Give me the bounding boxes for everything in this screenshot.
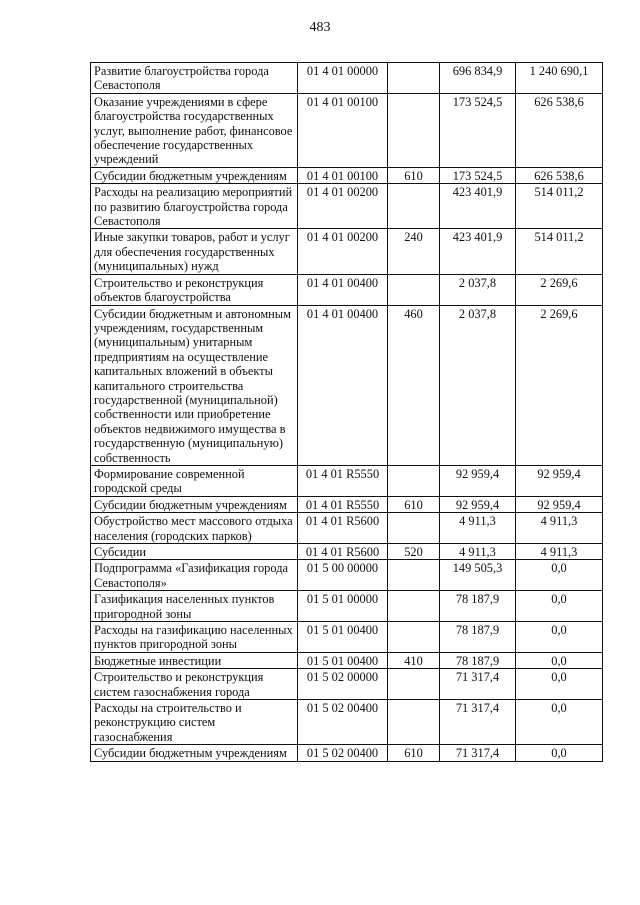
row-value-1: 696 834,9 (440, 63, 516, 94)
row-name: Расходы на газификацию населенных пунктов пригородной зоны (91, 622, 298, 653)
table-row (91, 93, 603, 167)
table-row (91, 700, 603, 745)
row-code: 01 4 01 00200 (298, 184, 388, 229)
row-type: 240 (388, 229, 440, 274)
row-name: Оказание учреждениями в сфере благоустройства государственных услуг, выполнение работ, финансовое обеспечение государственных учреждений (91, 93, 298, 167)
row-code: 01 5 02 00000 (298, 669, 388, 700)
row-value-2: 0,0 (516, 700, 603, 745)
row-code: 01 4 01 R5550 (298, 496, 388, 512)
row-value-2: 0,0 (516, 745, 603, 761)
row-value-1: 173 524,5 (440, 93, 516, 167)
page-number: 483 (309, 20, 331, 35)
row-value-2: 0,0 (516, 652, 603, 668)
row-value-2: 0,0 (516, 669, 603, 700)
row-type (388, 63, 440, 94)
row-value-1: 92 959,4 (440, 465, 516, 496)
row-code: 01 4 01 00000 (298, 63, 388, 94)
budget-table-body (91, 63, 603, 762)
row-name: Иные закупки товаров, работ и услуг для обеспечения государственных (муниципальных) нужд (91, 229, 298, 274)
row-value-1: 71 317,4 (440, 669, 516, 700)
row-name: Субсидии бюджетным и автономным учреждениям, государственным (муниципальным) унитарным предприятиям на осуществление капитальных вложений в объекты капитального строительства государственной (муниципальной) собственности или приобретение объектов недвижимого имущества в государственную (муниципальную) собственность (91, 305, 298, 465)
row-code: 01 5 01 00000 (298, 591, 388, 622)
row-value-2: 0,0 (516, 591, 603, 622)
table-row (91, 184, 603, 229)
row-value-1: 78 187,9 (440, 591, 516, 622)
row-name: Газификация населенных пунктов пригородной зоны (91, 591, 298, 622)
row-value-1: 149 505,3 (440, 560, 516, 591)
row-value-2: 626 538,6 (516, 93, 603, 167)
row-value-1: 2 037,8 (440, 274, 516, 305)
row-type: 610 (388, 745, 440, 761)
table-row (91, 229, 603, 274)
row-name: Субсидии (91, 544, 298, 560)
row-value-1: 71 317,4 (440, 700, 516, 745)
row-type (388, 513, 440, 544)
row-value-2: 514 011,2 (516, 229, 603, 274)
row-type (388, 591, 440, 622)
row-value-2: 92 959,4 (516, 496, 603, 512)
row-name: Субсидии бюджетным учреждениям (91, 167, 298, 183)
budget-table (90, 62, 603, 762)
row-value-1: 92 959,4 (440, 496, 516, 512)
row-name: Обустройство мест массового отдыха населения (городских парков) (91, 513, 298, 544)
row-value-1: 2 037,8 (440, 305, 516, 465)
row-value-2: 626 538,6 (516, 167, 603, 183)
row-name: Субсидии бюджетным учреждениям (91, 745, 298, 761)
row-value-1: 78 187,9 (440, 622, 516, 653)
row-code: 01 4 01 R5600 (298, 513, 388, 544)
table-row (91, 305, 603, 465)
row-code: 01 4 01 R5550 (298, 465, 388, 496)
row-code: 01 5 01 00400 (298, 652, 388, 668)
row-code: 01 4 01 00400 (298, 305, 388, 465)
row-name: Подпрограмма «Газификация города Севастополя» (91, 560, 298, 591)
row-code: 01 4 01 00100 (298, 167, 388, 183)
row-type (388, 560, 440, 591)
row-code: 01 4 01 00200 (298, 229, 388, 274)
row-value-1: 423 401,9 (440, 229, 516, 274)
table-row (91, 496, 603, 512)
row-name: Бюджетные инвестиции (91, 652, 298, 668)
row-type (388, 465, 440, 496)
row-code: 01 4 01 00100 (298, 93, 388, 167)
row-code: 01 5 00 00000 (298, 560, 388, 591)
row-value-2: 514 011,2 (516, 184, 603, 229)
row-value-1: 4 911,3 (440, 513, 516, 544)
row-value-1: 71 317,4 (440, 745, 516, 761)
table-row (91, 622, 603, 653)
row-code: 01 4 01 R5600 (298, 544, 388, 560)
row-type (388, 93, 440, 167)
row-name: Строительство и реконструкция объектов благоустройства (91, 274, 298, 305)
table-row (91, 591, 603, 622)
row-type (388, 622, 440, 653)
row-name: Формирование современной городской среды (91, 465, 298, 496)
row-name: Строительство и реконструкция систем газоснабжения города (91, 669, 298, 700)
table-row (91, 669, 603, 700)
row-value-1: 423 401,9 (440, 184, 516, 229)
row-value-2: 4 911,3 (516, 544, 603, 560)
row-name: Расходы на реализацию мероприятий по развитию благоустройства города Севастополя (91, 184, 298, 229)
row-code: 01 5 01 00400 (298, 622, 388, 653)
table-row (91, 652, 603, 668)
row-code: 01 5 02 00400 (298, 745, 388, 761)
row-value-2: 92 959,4 (516, 465, 603, 496)
table-row (91, 560, 603, 591)
row-type: 460 (388, 305, 440, 465)
row-code: 01 4 01 00400 (298, 274, 388, 305)
table-row (91, 274, 603, 305)
row-type (388, 184, 440, 229)
table-row (91, 513, 603, 544)
row-value-1: 173 524,5 (440, 167, 516, 183)
row-value-2: 2 269,6 (516, 305, 603, 465)
row-value-2: 2 269,6 (516, 274, 603, 305)
row-type: 610 (388, 496, 440, 512)
row-value-1: 4 911,3 (440, 544, 516, 560)
row-type: 610 (388, 167, 440, 183)
table-row (91, 544, 603, 560)
row-name: Расходы на строительство и реконструкцию систем газоснабжения (91, 700, 298, 745)
row-value-1: 78 187,9 (440, 652, 516, 668)
row-name: Развитие благоустройства города Севастополя (91, 63, 298, 94)
row-type (388, 274, 440, 305)
row-type (388, 700, 440, 745)
table-row (91, 465, 603, 496)
row-name: Субсидии бюджетным учреждениям (91, 496, 298, 512)
row-value-2: 0,0 (516, 622, 603, 653)
table-row (91, 745, 603, 761)
row-type: 410 (388, 652, 440, 668)
row-code: 01 5 02 00400 (298, 700, 388, 745)
row-type: 520 (388, 544, 440, 560)
table-row (91, 63, 603, 94)
row-type (388, 669, 440, 700)
table-row (91, 167, 603, 183)
row-value-2: 0,0 (516, 560, 603, 591)
row-value-2: 1 240 690,1 (516, 63, 603, 94)
row-value-2: 4 911,3 (516, 513, 603, 544)
